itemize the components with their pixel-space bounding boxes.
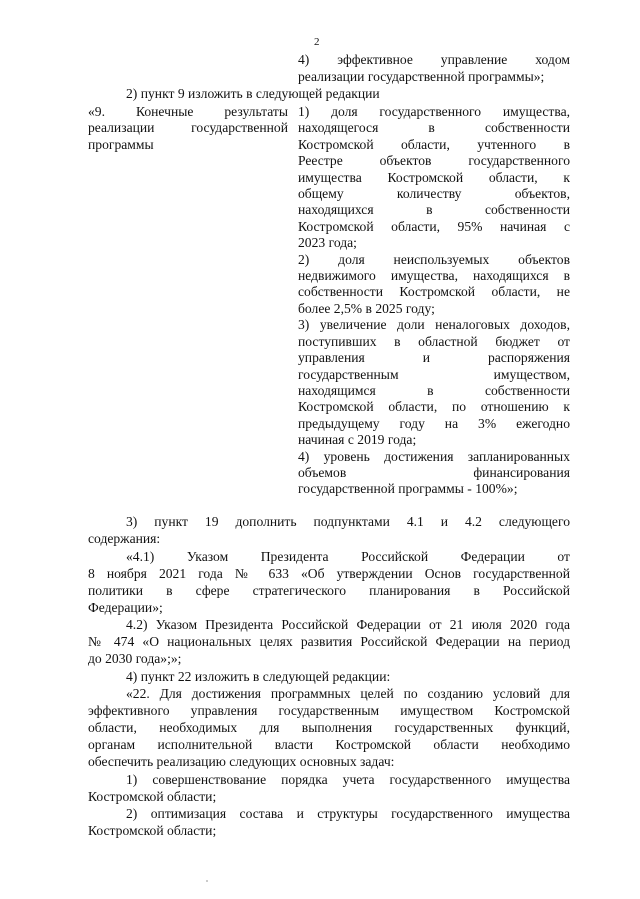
row9-right-line: 1) доля государственного имущества, <box>298 104 570 119</box>
row9-right-line: 3) увеличение доли неналоговых доходов, <box>298 317 570 333</box>
row9-right-line: имущества Костромской области, к <box>298 169 570 185</box>
sub41-line-3: политики в сфере стратегического планирования в Российской <box>88 583 570 598</box>
row9-right-line: поступивших в областной бюджет от <box>298 333 570 349</box>
item19-line-2: содержания: <box>88 531 161 546</box>
row9-right-line: предыдущему году на 3% ежегодно <box>298 415 570 431</box>
row9-right-line: общему количеству объектов, <box>298 186 570 202</box>
row9-right-line: находящихся в собственности <box>298 202 570 218</box>
row9-right-line: находящимся в собственности <box>298 382 570 398</box>
p22-line-2: эффективного управления государственным имуществом Костромской <box>88 703 570 718</box>
item9-intro: 2) пункт 9 изложить в следующей редакции <box>126 86 380 101</box>
sub42-line-2: № 474 «О национальных целях развития Российской Федерации на период <box>88 634 570 649</box>
row9-right-line: государственным имуществом, <box>298 366 570 382</box>
scan-speck <box>206 880 208 882</box>
p22-line-1: «22. Для достижения программных целей по созданию условий для <box>126 686 570 701</box>
top-item-line-1: 4) эффективное управление ходом <box>298 52 570 67</box>
row9-right-line: Костромской области, по отношению к <box>298 399 570 415</box>
row9-right-line: 2023 года; <box>298 235 357 251</box>
row9-right-line: Реестре объектов государственного <box>298 153 570 169</box>
p22-line-5: обеспечить реализацию следующих основных задач: <box>88 754 395 769</box>
item19-line-1: 3) пункт 19 дополнить подпунктами 4.1 и 4.2 следующего <box>126 514 570 529</box>
row9-right-line: объемов финансирования <box>298 464 570 480</box>
task2-line-2: Костромской области; <box>88 823 217 838</box>
row9-right-line: собственности Костромской области, не <box>298 284 570 300</box>
p22-line-4: органам исполнительной власти Костромской области необходимо <box>88 737 570 752</box>
row9-right-column <box>298 104 570 498</box>
row9-right-line: 2) доля неиспользуемых объектов <box>298 251 570 267</box>
task1-line-2: Костромской области; <box>88 789 217 804</box>
sub41-line-1: «4.1) Указом Президента Российской Федерации от <box>126 549 570 564</box>
row9-right-line: более 2,5% в 2025 году; <box>298 300 435 316</box>
row9-right-line: 4) уровень достижения запланированных <box>298 448 570 464</box>
sub42-line-3: до 2030 года»;»; <box>88 651 182 666</box>
task1-line-1: 1) совершенствование порядка учета государственного имущества <box>126 772 570 787</box>
row9-right-line: начиная с 2019 года; <box>298 432 417 448</box>
page-number: 2 <box>314 36 320 48</box>
row9-right-line: находящегося в собственности <box>298 120 570 136</box>
sub41-line-4: Федерации»; <box>88 600 163 615</box>
row9-right-line: управления и распоряжения <box>298 350 570 366</box>
top-item-line-2: реализации государственной программы»; <box>298 69 545 84</box>
row9-left-line: программы <box>88 136 154 152</box>
row9-right-line: Костромской области, 95% начиная с <box>298 218 570 234</box>
item22-intro: 4) пункт 22 изложить в следующей редакции: <box>126 669 391 684</box>
sub42-line-1: 4.2) Указом Президента Российской Федерации от 21 июля 2020 года <box>126 617 570 632</box>
row9-right-line: Костромской области, учтенного в <box>298 136 570 152</box>
row9-left-column <box>88 104 288 153</box>
task2-line-1: 2) оптимизация состава и структуры государственного имущества <box>126 806 570 821</box>
row9-right-line: недвижимого имущества, находящихся в <box>298 268 570 284</box>
sub41-line-2: 8 ноября 2021 года № 633 «Об утверждении Основ государственной <box>88 566 570 581</box>
row9-left-line: реализации государственной <box>88 120 288 136</box>
row9-left-line: «9. Конечные результаты <box>88 104 288 119</box>
p22-line-3: области, необходимых для выполнения государственных функций, <box>88 720 570 735</box>
row9-right-line: государственной программы - 100%»; <box>298 481 518 497</box>
